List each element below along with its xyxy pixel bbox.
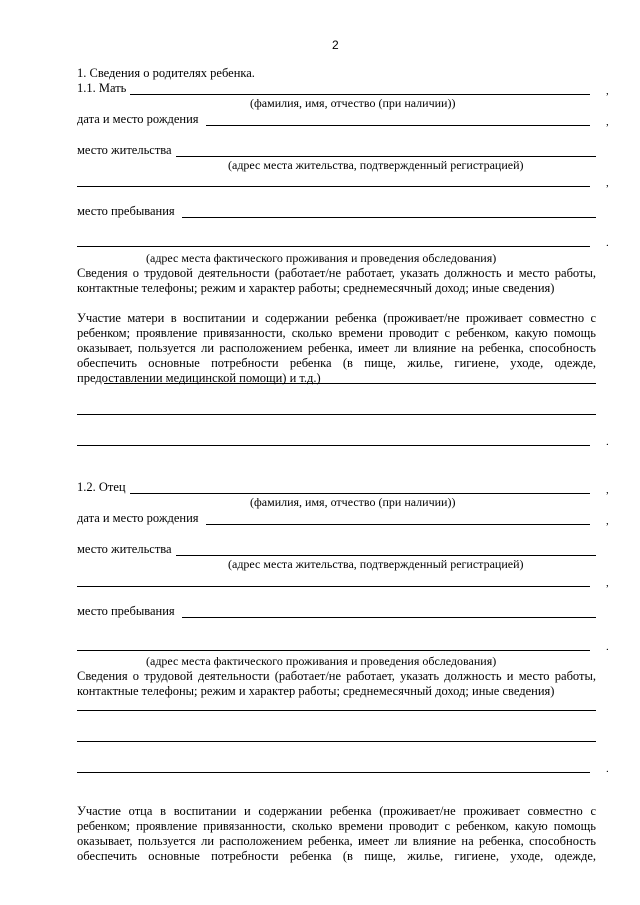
mother-participation-answer-line-3[interactable] <box>77 445 590 446</box>
father-work-line-1: Сведения о трудовой деятельности (работает/не работает, указать должность и место работы, <box>77 669 596 683</box>
father-birth-comma: , <box>606 515 609 527</box>
mother-fio-line[interactable] <box>130 94 590 95</box>
father-residence-hint: (адрес места жительства, подтвержденный регистрацией) <box>228 557 524 571</box>
mother-participation-answer-line-1[interactable] <box>104 383 596 384</box>
father-heading: 1.2. Отец <box>77 480 126 494</box>
father-participation-line-3: оказывает, пользуется ли расположением ребенка, имеет ли влияние на ребенка, способность <box>77 834 596 848</box>
mother-birth-comma: , <box>606 116 609 128</box>
mother-birth-line[interactable] <box>206 125 590 126</box>
mother-participation-line-1: Участие матери в воспитании и содержании ребенка (проживает/не проживает совместно с <box>77 311 596 325</box>
mother-residence-line-2[interactable] <box>77 186 590 187</box>
father-birth-line[interactable] <box>206 524 590 525</box>
mother-residence-hint: (адрес места жительства, подтвержденный регистрацией) <box>228 158 524 172</box>
mother-residence-line[interactable] <box>176 156 596 157</box>
mother-fio-hint: (фамилия, имя, отчество (при наличии)) <box>250 96 456 110</box>
father-participation-line-2: ребенком; проявление привязанности, сколько времени проводит с ребенком, какую помощь <box>77 819 596 833</box>
mother-stay-period: . <box>606 237 609 249</box>
mother-participation-line-5: предоставлении медицинской помощи) и т.д.) <box>77 371 321 385</box>
mother-participation-line-2: ребенком; проявление привязанности, сколько времени проводит с ребенком, какую помощь <box>77 326 596 340</box>
father-residence-label: место жительства <box>77 542 172 556</box>
page-number: 2 <box>332 38 339 52</box>
mother-stay-hint: (адрес места фактического проживания и проведения обследования) <box>146 251 497 265</box>
father-work-answer-line-2[interactable] <box>77 741 596 742</box>
father-residence-line[interactable] <box>176 555 596 556</box>
father-fio-comma: , <box>606 484 609 496</box>
father-fio-line[interactable] <box>130 493 590 494</box>
father-work-answer-line-3[interactable] <box>77 772 590 773</box>
mother-work-line-1: Сведения о трудовой деятельности (работает/не работает, указать должность и место работы, <box>77 266 596 280</box>
father-stay-period: . <box>606 641 609 653</box>
father-work-period: . <box>606 763 609 775</box>
mother-heading: 1.1. Мать <box>77 81 127 95</box>
mother-fio-comma: , <box>606 85 609 97</box>
father-stay-line-2[interactable] <box>77 650 590 651</box>
mother-residence-label: место жительства <box>77 143 172 157</box>
father-stay-hint: (адрес места фактического проживания и проведения обследования) <box>146 654 497 668</box>
father-fio-hint: (фамилия, имя, отчество (при наличии)) <box>250 495 456 509</box>
father-stay-line[interactable] <box>182 617 596 618</box>
mother-birth-label: дата и место рождения <box>77 112 199 126</box>
father-work-line-2: контактные телефоны; режим и характер работы; среднемесячный доход; иные сведения) <box>77 684 555 698</box>
father-participation-line-4: обеспечить основные потребности ребенка (в пище, жилье, гигиене, уходе, одежде, <box>77 849 596 863</box>
father-work-answer-line-1[interactable] <box>77 710 596 711</box>
mother-participation-line-4: обеспечить основные потребности ребенка (в пище, жилье, гигиене, уходе, одежде, <box>77 356 596 370</box>
mother-stay-line-2[interactable] <box>77 246 590 247</box>
mother-participation-line-3: оказывает, пользуется ли расположением ребенка, имеет ли влияние на ребенка, способность <box>77 341 596 355</box>
mother-participation-period: . <box>606 436 609 448</box>
father-residence-line-2[interactable] <box>77 586 590 587</box>
section-title: 1. Сведения о родителях ребенка. <box>77 66 255 80</box>
mother-stay-line[interactable] <box>182 217 596 218</box>
father-participation-line-1: Участие отца в воспитании и содержании ребенка (проживает/не проживает совместно с <box>77 804 596 818</box>
mother-stay-label: место пребывания <box>77 204 175 218</box>
father-stay-label: место пребывания <box>77 604 175 618</box>
mother-participation-answer-line-2[interactable] <box>77 414 596 415</box>
father-residence-comma: , <box>606 577 609 589</box>
mother-residence-comma: , <box>606 177 609 189</box>
father-birth-label: дата и место рождения <box>77 511 199 525</box>
mother-work-line-2: контактные телефоны; режим и характер работы; среднемесячный доход; иные сведения) <box>77 281 555 295</box>
